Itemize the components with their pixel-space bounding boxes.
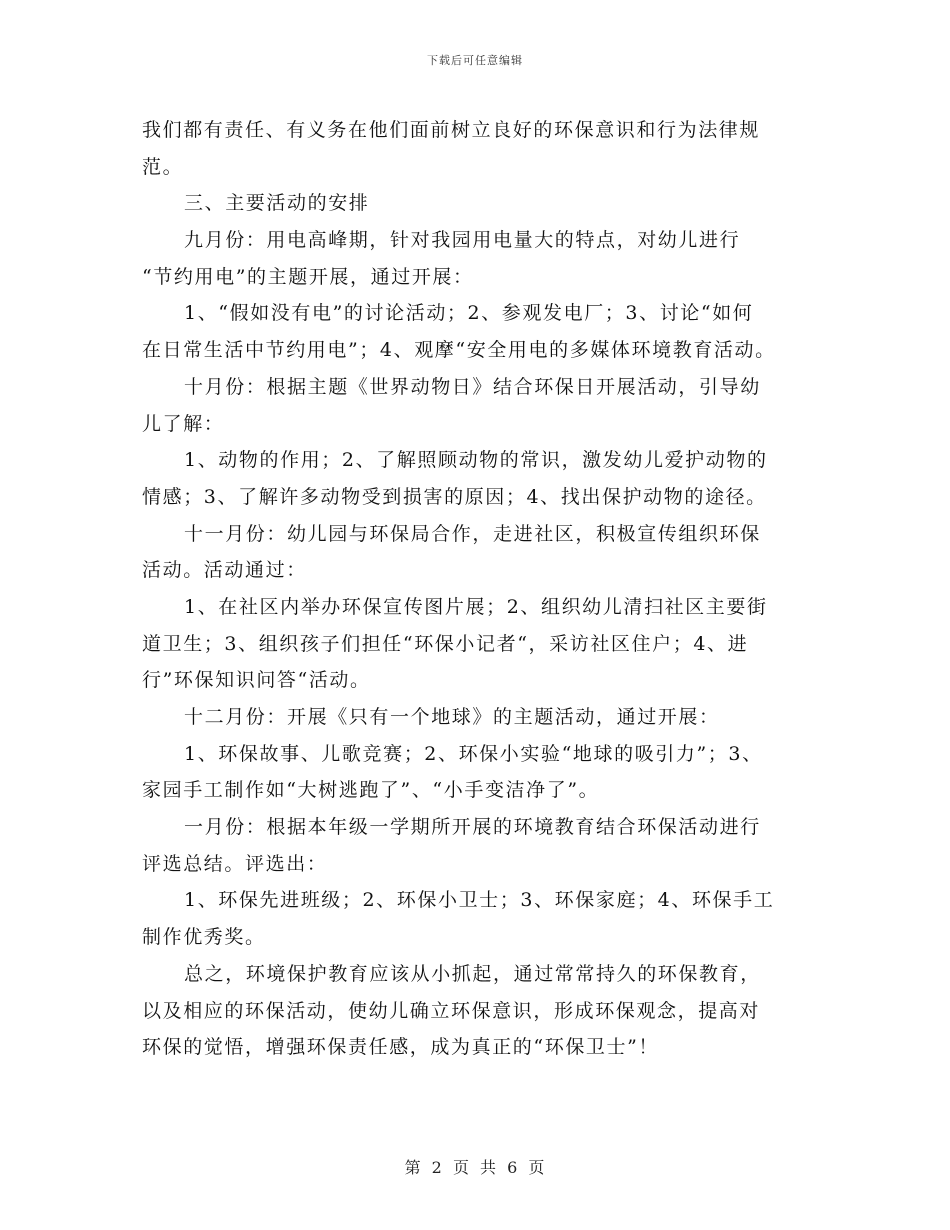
text-line: 1、“假如没有电”的讨论活动；2、参观发电厂；3、讨论“如何 (184, 302, 754, 325)
page-footer: 第 2 页 共 6 页 (404, 1158, 546, 1177)
text-line: 家园手工制作如“大树逃跑了”、“小手变洁净了”。 (142, 779, 600, 802)
text-line: 以及相应的环保活动，使幼儿确立环保意识，形成环保观念，提高对 (142, 999, 761, 1022)
page-header: 下载后可任意编辑 (427, 54, 523, 67)
section-heading: 三、主要活动的安排 (184, 192, 370, 215)
text-line: “节约用电”的主题开展，通过开展： (142, 265, 474, 288)
text-line: 1、环保先进班级；2、环保小卫士；3、环保家庭；4、环保手工 (184, 889, 775, 912)
text-line: 情感；3、了解许多动物受到损害的原因；4、找出保护动物的途径。 (142, 485, 767, 508)
text-line: 1、动物的作用；2、了解照顾动物的常识，激发幼儿爱护动物的 (184, 449, 768, 472)
text-line: 十月份：根据主题《世界动物日》结合环保日开展活动，引导幼 (184, 375, 761, 398)
text-line: 儿了解： (142, 412, 225, 435)
text-line: 十二月份：开展《只有一个地球》的主题活动，通过开展： (184, 706, 720, 728)
text-line: 在日常生活中节约用电”；4、观摩“安全用电的多媒体环境教育活动。 (142, 339, 776, 362)
text-line: 行”环保知识问答“活动。 (142, 669, 371, 692)
text-line: 总之，环境保护教育应该从小抓起，通过常常持久的环保教育， (184, 962, 761, 985)
text-line: 1、环保故事、儿歌竞赛；2、环保小实验“地球的吸引力”；3、 (184, 742, 763, 765)
text-line: 评选总结。评选出： (142, 852, 328, 875)
document-body (142, 112, 812, 1066)
text-line: 十一月份：幼儿园与环保局合作，走进社区，积极宣传组织环保 (184, 522, 761, 545)
text-line: 范。 (142, 155, 184, 178)
text-line: 我们都有责任、有义务在他们面前树立良好的环保意识和行为法律规 (142, 119, 761, 141)
text-line: 活动。活动通过： (142, 559, 307, 582)
text-line: 一月份：根据本年级一学期所开展的环境教育结合环保活动进行 (184, 816, 761, 839)
text-line: 1、在社区内举办环保宣传图片展；2、组织幼儿清扫社区主要街 (184, 595, 768, 618)
text-line: 九月份：用电高峰期，针对我园用电量大的特点，对幼儿进行 (184, 229, 741, 252)
text-line: 环保的觉悟，增强环保责任感，成为真正的“环保卫士”！ (142, 1036, 660, 1059)
text-line: 制作优秀奖。 (142, 926, 266, 949)
text-line: 道卫生；3、组织孩子们担任“环保小记者“，采访社区住户；4、进 (142, 632, 749, 655)
